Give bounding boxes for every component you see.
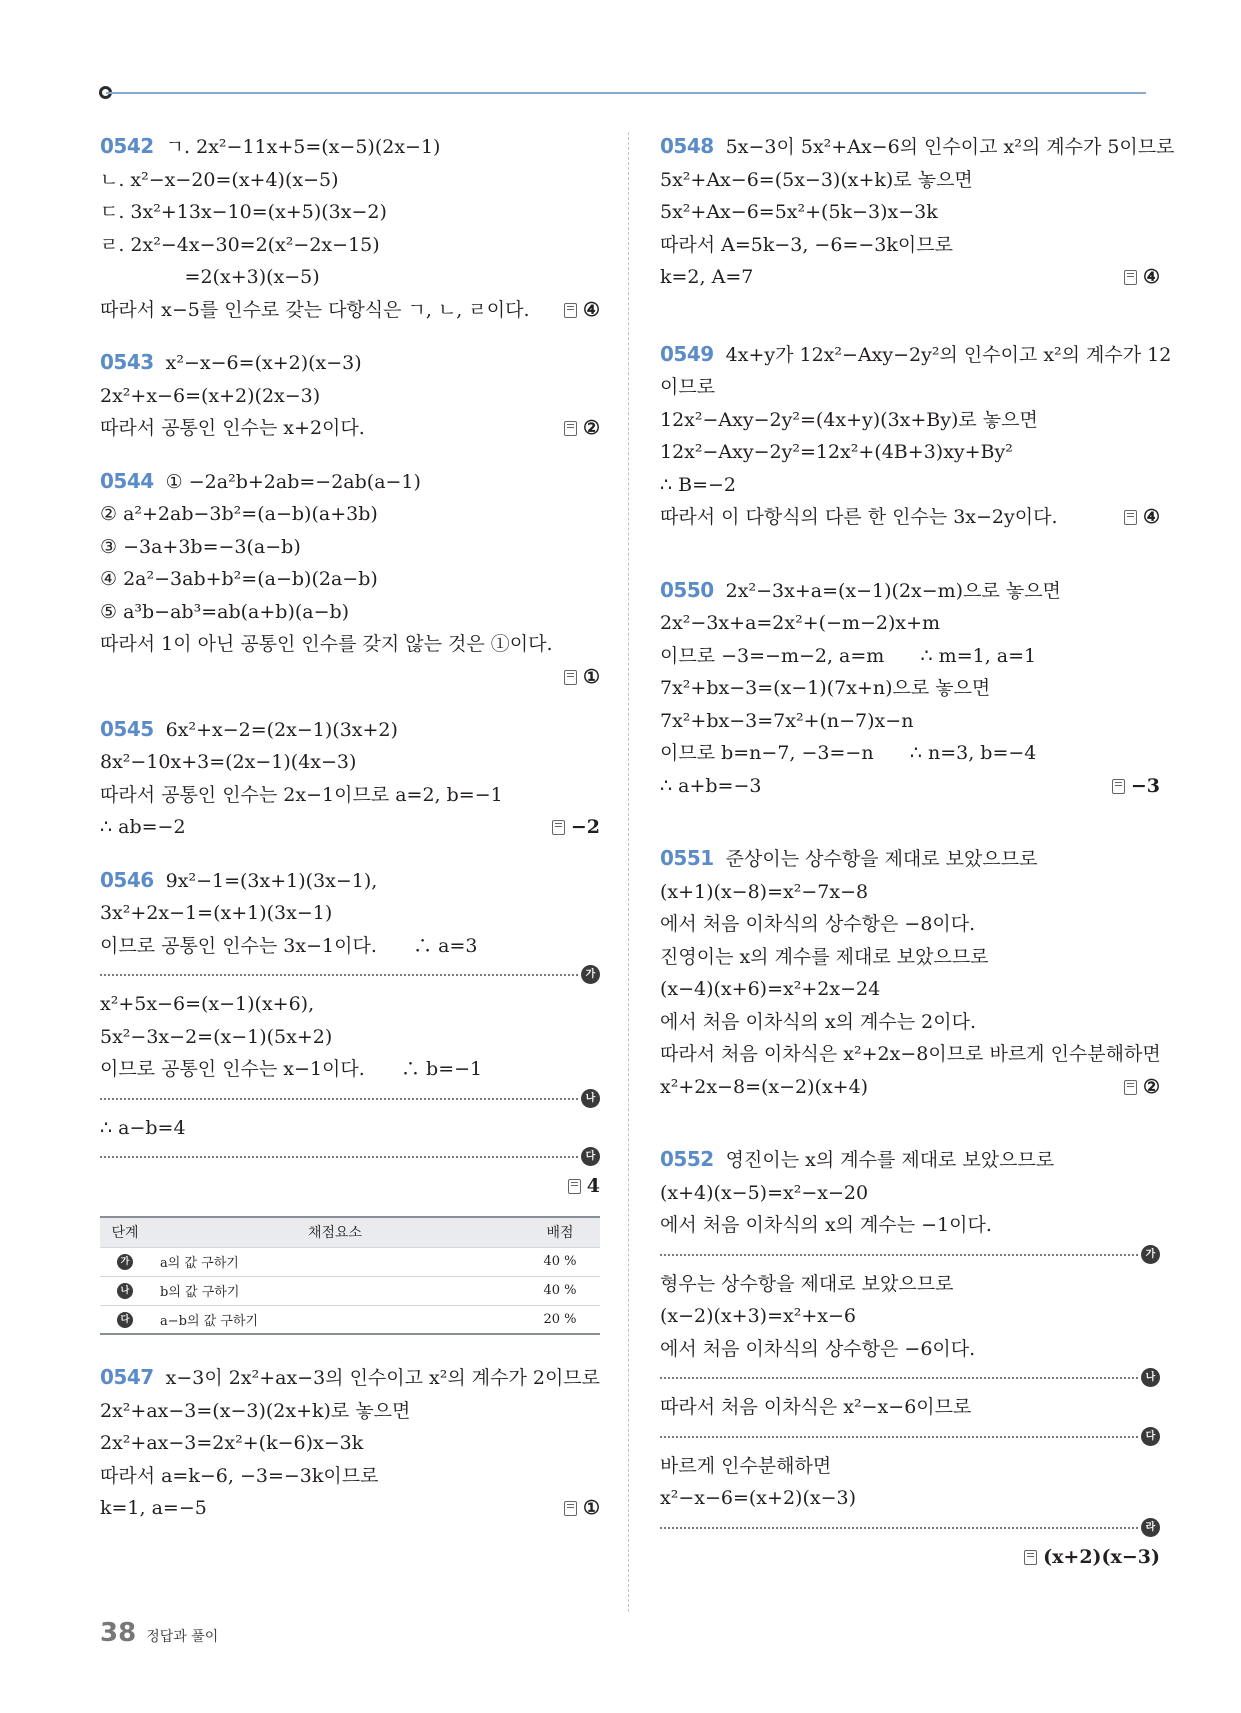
solution-line: 따라서 A=5k−3, −6=−3k이므로 — [660, 233, 953, 256]
problem-0544 — [100, 465, 600, 693]
solution-line: 따라서 공통인 인수는 x+2이다. ② — [100, 412, 600, 445]
answer-icon — [564, 670, 577, 685]
solution-line: 0546 9x²−1=(3x+1)(3x−1), — [100, 867, 378, 892]
solution-line: 8x²−10x+3=(2x−1)(4x−3) — [100, 751, 357, 773]
solution-line: 따라서 처음 이차식은 x²+2x−8이므로 바르게 인수분해하면 — [660, 1043, 1161, 1065]
solution-line: (x−2)(x+3)=x²+x−6 — [660, 1305, 856, 1327]
solution-line: 따라서 x−5를 인수로 갖는 다항식은 ㄱ, ㄴ, ㄹ이다. ④ — [100, 294, 600, 327]
solution-line: ③ −3a+3b=−3(a−b) — [100, 535, 301, 558]
step-badge: 라 — [1141, 1518, 1160, 1537]
header-score: 배점 — [546, 1225, 574, 1242]
answer-mark: ① — [564, 661, 600, 694]
solution-line: 형우는 상수항을 제대로 보았으므로 — [660, 1272, 954, 1295]
step-separator — [660, 1365, 1160, 1391]
step-separator — [660, 1424, 1160, 1450]
answer-mark: −3 — [1112, 770, 1160, 803]
grading-score: 20 % — [520, 1305, 600, 1334]
problem-number: 0552 — [660, 1147, 714, 1171]
solution-line: 0552 영진이는 x의 계수를 제대로 보았으므로 — [660, 1147, 1055, 1171]
solution-line: ④ 2a²−3ab+b²=(a−b)(2a−b) — [100, 568, 378, 590]
problem-number: 0542 — [100, 134, 154, 158]
solution-line: 3x²+2x−1=(x+1)(3x−1) — [100, 902, 333, 924]
solution-line: 0550 2x²−3x+a=(x−1)(2x−m)으로 놓으면 — [660, 577, 1061, 602]
solution-line: 0545 6x²+x−2=(2x−1)(3x+2) — [100, 716, 398, 741]
problem-number: 0548 — [660, 134, 714, 158]
solution-line: 따라서 1이 아닌 공통인 인수를 갖지 않는 것은 ①이다. — [100, 633, 553, 655]
solution-line: 2x²+ax−3=2x²+(k−6)x−3k — [100, 1432, 364, 1454]
solution-line: x²+2x−8=(x−2)(x+4) ② — [660, 1071, 1160, 1104]
left-column — [100, 130, 600, 1525]
solution-line: ∴ a−b=4 — [100, 1116, 186, 1139]
answer-icon — [564, 303, 577, 318]
problem-0546 — [100, 864, 600, 1203]
solution-line: 5x²+Ax−6=(5x−3)(x+k)로 놓으면 — [660, 168, 973, 191]
problem-number: 0544 — [100, 468, 154, 493]
page-number: 38 — [100, 1618, 137, 1648]
solution-line: 이므로 b=n−7, −3=−n ∴ n=3, b=−4 — [660, 742, 1037, 764]
problem-number: 0546 — [100, 867, 154, 892]
grading-score: 40 % — [520, 1247, 600, 1276]
solution-line: 5x²−3x−2=(x−1)(5x+2) — [100, 1025, 333, 1048]
solution-line: 진영이는 x의 계수를 제대로 보았으므로 — [660, 945, 989, 968]
solution-line: ∴ a+b=−3 −3 — [660, 770, 1160, 803]
table-row — [100, 1305, 600, 1334]
solution-line: =2(x+3)(x−5) — [100, 266, 320, 288]
solution-line: ㄷ. 3x²+13x−10=(x+5)(3x−2) — [100, 201, 387, 223]
answer-mark: ① — [564, 1492, 600, 1525]
solution-line: 따라서 이 다항식의 다른 한 인수는 3x−2y이다. ④ — [660, 501, 1160, 534]
answer-mark: ④ — [564, 294, 600, 327]
solution-line: 0549 4x+y가 12x²−Axy−2y²의 인수이고 x²의 계수가 12 — [660, 341, 1172, 366]
answer-mark: ④ — [1124, 501, 1160, 534]
step-separator — [100, 962, 600, 988]
grading-item: a의 값 구하기 — [150, 1247, 520, 1276]
answer-icon — [1024, 1550, 1037, 1565]
solution-line: (x+4)(x−5)=x²−x−20 — [660, 1181, 869, 1204]
solution-line: x²+5x−6=(x−1)(x+6), — [100, 993, 315, 1015]
table-row — [100, 1247, 600, 1276]
problem-0543 — [100, 346, 600, 445]
answer-mark: (x+2)(x−3) — [1024, 1541, 1160, 1574]
step-badge: 다 — [1141, 1427, 1160, 1446]
problem-number: 0545 — [100, 716, 154, 741]
solution-line: ㄴ. x²−x−20=(x+4)(x−5) — [100, 168, 339, 191]
problem-0542 — [100, 130, 600, 326]
step-badge: 다 — [117, 1312, 133, 1328]
answer-line — [660, 1541, 1160, 1575]
solution-line: ∴ B=−2 — [660, 473, 737, 496]
solution-line: 이므로 공통인 인수는 x−1이다. ∴ b=−1 — [100, 1058, 483, 1080]
problem-0551 — [660, 842, 1160, 1103]
solution-line: ⑤ a³b−ab³=ab(a+b)(a−b) — [100, 600, 350, 623]
solution-line: 에서 처음 이차식의 x의 계수는 2이다. — [660, 1010, 976, 1033]
answer-icon — [568, 1179, 581, 1194]
grading-table-header — [100, 1217, 600, 1247]
solution-line: 12x²−Axy−2y²=(4x+y)(3x+By)로 놓으면 — [660, 408, 1038, 431]
answer-icon — [1124, 1080, 1137, 1095]
solution-line: 따라서 a=k−6, −3=−3k이므로 — [100, 1464, 379, 1487]
solution-line: 바르게 인수분해하면 — [660, 1454, 832, 1477]
solution-line: ② a²+2ab−3b²=(a−b)(a+3b) — [100, 503, 378, 525]
solution-line: 따라서 공통인 인수는 2x−1이므로 a=2, b=−1 — [100, 783, 503, 806]
answer-line — [100, 1170, 600, 1202]
solution-line: 7x²+bx−3=7x²+(n−7)x−n — [660, 709, 914, 732]
solution-line: 2x²+ax−3=(x−3)(2x+k)로 놓으면 — [100, 1399, 411, 1422]
solution-line: 0543 x²−x−6=(x+2)(x−3) — [100, 350, 362, 374]
problem-number: 0549 — [660, 341, 714, 366]
grading-table — [100, 1216, 600, 1335]
answer-mark: 4 — [568, 1170, 600, 1203]
solution-line: ∴ ab=−2 −2 — [100, 811, 600, 844]
step-separator — [100, 1144, 600, 1170]
footer-label: 정답과 풀이 — [146, 1629, 219, 1645]
answer-icon — [1124, 270, 1137, 285]
column-divider — [628, 132, 629, 1612]
solution-line: 0547 x−3이 2x²+ax−3의 인수이고 x²의 계수가 2이므로 — [100, 1365, 601, 1389]
solution-line: 에서 처음 이차식의 상수항은 −6이다. — [660, 1337, 976, 1360]
problem-0552 — [660, 1143, 1160, 1575]
solution-line: 에서 처음 이차식의 상수항은 −8이다. — [660, 913, 976, 935]
answer-icon — [1124, 510, 1137, 525]
step-badge: 나 — [581, 1089, 600, 1108]
table-row — [100, 1276, 600, 1305]
answer-mark: ② — [1124, 1071, 1160, 1104]
step-badge: 가 — [117, 1254, 133, 1270]
step-separator — [100, 1086, 600, 1112]
solution-line: 2x²−3x+a=2x²+(−m−2)x+m — [660, 612, 941, 634]
solution-line: 7x²+bx−3=(x−1)(7x+n)으로 놓으면 — [660, 677, 991, 699]
answer-mark: −2 — [552, 811, 600, 844]
header-item: 채점요소 — [307, 1225, 363, 1242]
header-step: 단계 — [111, 1225, 139, 1242]
answer-mark: ② — [564, 412, 600, 445]
answer-line — [100, 661, 600, 693]
solution-line: x²−x−6=(x+2)(x−3) — [660, 1487, 856, 1509]
right-column — [660, 130, 1175, 1575]
solution-line: 5x²+Ax−6=5x²+(5k−3)x−3k — [660, 201, 938, 223]
grading-item: a−b의 값 구하기 — [150, 1305, 520, 1334]
solution-line: 0544 ① −2a²b+2ab=−2ab(a−1) — [100, 468, 421, 493]
solution-line: k=2, A=7 ④ — [660, 261, 1160, 294]
solution-line: (x−4)(x+6)=x²+2x−24 — [660, 978, 881, 1000]
solution-line: 이므로 −3=−m−2, a=m ∴ m=1, a=1 — [660, 644, 1037, 667]
answer-icon — [564, 1501, 577, 1516]
problem-0549 — [660, 338, 1172, 534]
grading-item: b의 값 구하기 — [150, 1276, 520, 1305]
solution-line: 2x²+x−6=(x+2)(2x−3) — [100, 384, 321, 407]
solution-line: (x+1)(x−8)=x²−7x−8 — [660, 880, 869, 903]
solution-line: 따라서 처음 이차식은 x²−x−6이므로 — [660, 1396, 972, 1418]
step-separator — [660, 1242, 1160, 1268]
solution-line: ㄹ. 2x²−4x−30=2(x²−2x−15) — [100, 233, 380, 256]
problem-0550 — [660, 574, 1160, 803]
solution-line: 0542 ㄱ. 2x²−11x+5=(x−5)(2x−1) — [100, 134, 441, 158]
problem-0545 — [100, 713, 600, 844]
solution-line: 0551 준상이는 상수항을 제대로 보았으므로 — [660, 846, 1038, 870]
answer-mark: ④ — [1124, 261, 1160, 294]
problem-number: 0547 — [100, 1365, 154, 1389]
solution-line: 에서 처음 이차식의 x의 계수는 −1이다. — [660, 1214, 992, 1236]
solution-line: k=1, a=−5 ① — [100, 1492, 600, 1525]
header-rule — [106, 92, 1146, 94]
solution-line: 이므로 공통인 인수는 3x−1이다. ∴ a=3 — [100, 934, 478, 957]
problem-number: 0551 — [660, 846, 714, 870]
problem-number: 0543 — [100, 350, 154, 374]
solution-line: 0548 5x−3이 5x²+Ax−6의 인수이고 x²의 계수가 5이므로 — [660, 134, 1175, 158]
step-separator — [660, 1515, 1160, 1541]
step-badge: 다 — [581, 1147, 600, 1166]
problem-0548 — [660, 130, 1175, 294]
step-badge: 나 — [117, 1283, 133, 1299]
step-badge: 가 — [581, 965, 600, 984]
grading-score: 40 % — [520, 1276, 600, 1305]
solution-line: 이므로 — [660, 376, 716, 398]
answer-icon — [564, 421, 577, 436]
step-badge: 가 — [1141, 1245, 1160, 1264]
answer-icon — [1112, 779, 1125, 794]
page-footer — [100, 1618, 218, 1648]
solution-line: 12x²−Axy−2y²=12x²+(4B+3)xy+By² — [660, 441, 1013, 463]
answer-icon — [552, 820, 565, 835]
problem-number: 0550 — [660, 577, 714, 602]
step-badge: 나 — [1141, 1368, 1160, 1387]
problem-0547 — [100, 1361, 600, 1525]
